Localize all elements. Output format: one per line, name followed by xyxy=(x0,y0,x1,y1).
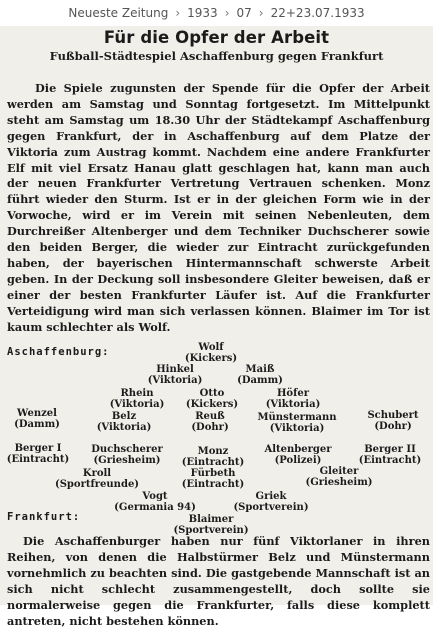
player-berger-ii: Berger II (Eintracht) xyxy=(358,444,422,466)
breadcrumb-separator: › xyxy=(224,6,230,20)
player-muenstermann: Münstermann (Viktoria) xyxy=(257,412,337,434)
breadcrumb-separator: › xyxy=(175,6,181,20)
player-fuerbeth: Fürbeth (Eintracht) xyxy=(181,468,245,490)
player-otto: Otto (Kickers) xyxy=(185,388,239,410)
player-hinkel: Hinkel (Viktoria) xyxy=(147,364,203,386)
player-duchscherer: Duchscherer (Griesheim) xyxy=(91,444,163,466)
player-wenzel: Wenzel (Damm) xyxy=(14,408,60,430)
breadcrumb-source[interactable]: Neueste Zeitung xyxy=(68,6,169,20)
player-maiss: Maiß (Damm) xyxy=(237,364,283,386)
breadcrumb-separator: › xyxy=(258,6,264,20)
player-berger-i: Berger I (Eintracht) xyxy=(6,443,70,465)
breadcrumb-year[interactable]: 1933 xyxy=(187,6,218,20)
article-paragraph-2: Die Aschaffenburger haben nur fünf Viktorlaner in ihren Reihen, von denen die Halbstürmer Belz und Münstermann vornehmlich zu beachten sind. Die gastgebende Mannschaft ist an sich nicht schlecht zusammengestellt, doch sollte sie normalerweise gegen die Frankfurter, falls diese komplett antreten, nicht bestehen können. xyxy=(7,534,430,628)
player-altenberger: Altenberger (Polizei) xyxy=(264,444,332,466)
breadcrumb xyxy=(0,6,433,20)
player-monz: Monz (Eintracht) xyxy=(181,446,245,468)
player-vogt: Vogt (Germania 94) xyxy=(114,491,196,513)
player-griek: Griek (Sportverein) xyxy=(233,491,309,513)
breadcrumb-month[interactable]: 07 xyxy=(236,6,252,20)
article-subheadline: Fußball-Städtespiel Aschaffenburg gegen Frankfurt xyxy=(49,49,384,63)
player-wolf: Wolf (Kickers) xyxy=(184,342,238,364)
player-reuss: Reuß (Dohr) xyxy=(191,411,229,433)
team-label-aschaffenburg: Aschaffenburg: xyxy=(7,346,110,358)
player-hoefer: Höfer (Viktoria) xyxy=(265,388,321,410)
breadcrumb-date: 22+23.07.1933 xyxy=(270,6,365,20)
article-paragraph-1: Die Spiele zugunsten der Spende für die Opfer der Arbeit werden am Samstag und Sonntag fortgesetzt. Im Mittelpunkt steht am Samstag um 18.30 Uhr der Städtekampf Aschaffenburg gegen Frankfurt, der in Aschaffenburg auf dem Platze der Viktoria zum Austrag kommt. Nachdem eine andere Frankfurter Elf mit viel Ersatz Hanau glatt geschlagen hat, kann man auch der neuen Frankfurter Vertretung Vertrauen schenken. Monz führt wieder den Sturm. Ist er in der gleichen Form wie in der Vorwoche, wird er im Verein mit seinen Nebenleuten, dem Durchreißer Altenberger und dem Techniker Duchscherer sowie den beiden Berger, die wieder zur Eintracht zurückgefunden haben, der bayerischen Hintermannschaft schwerste Arbeit geben. In der Deckung soll insbesondere Gleiter beweisen, daß er einer der besten Frankfurter Läufer ist. Auf die Frankfurter Verteidigung wird man sich verlassen können. Blaimer im Tor ist kaum schlechter als Wolf. xyxy=(7,81,430,334)
newspaper-clipping xyxy=(0,26,433,628)
player-blaimer: Blaimer (Sportverein) xyxy=(173,514,249,536)
article-headline: Für die Opfer der Arbeit xyxy=(103,28,330,47)
team-label-frankfurt: Frankfurt: xyxy=(7,511,81,523)
player-gleiter: Gleiter (Griesheim) xyxy=(305,466,373,488)
player-belz: Belz (Viktoria) xyxy=(96,411,152,433)
player-kroll: Kroll (Sportfreunde) xyxy=(54,468,140,490)
player-rhein: Rhein (Viktoria) xyxy=(109,388,165,410)
player-schubert: Schubert (Dohr) xyxy=(367,410,419,432)
